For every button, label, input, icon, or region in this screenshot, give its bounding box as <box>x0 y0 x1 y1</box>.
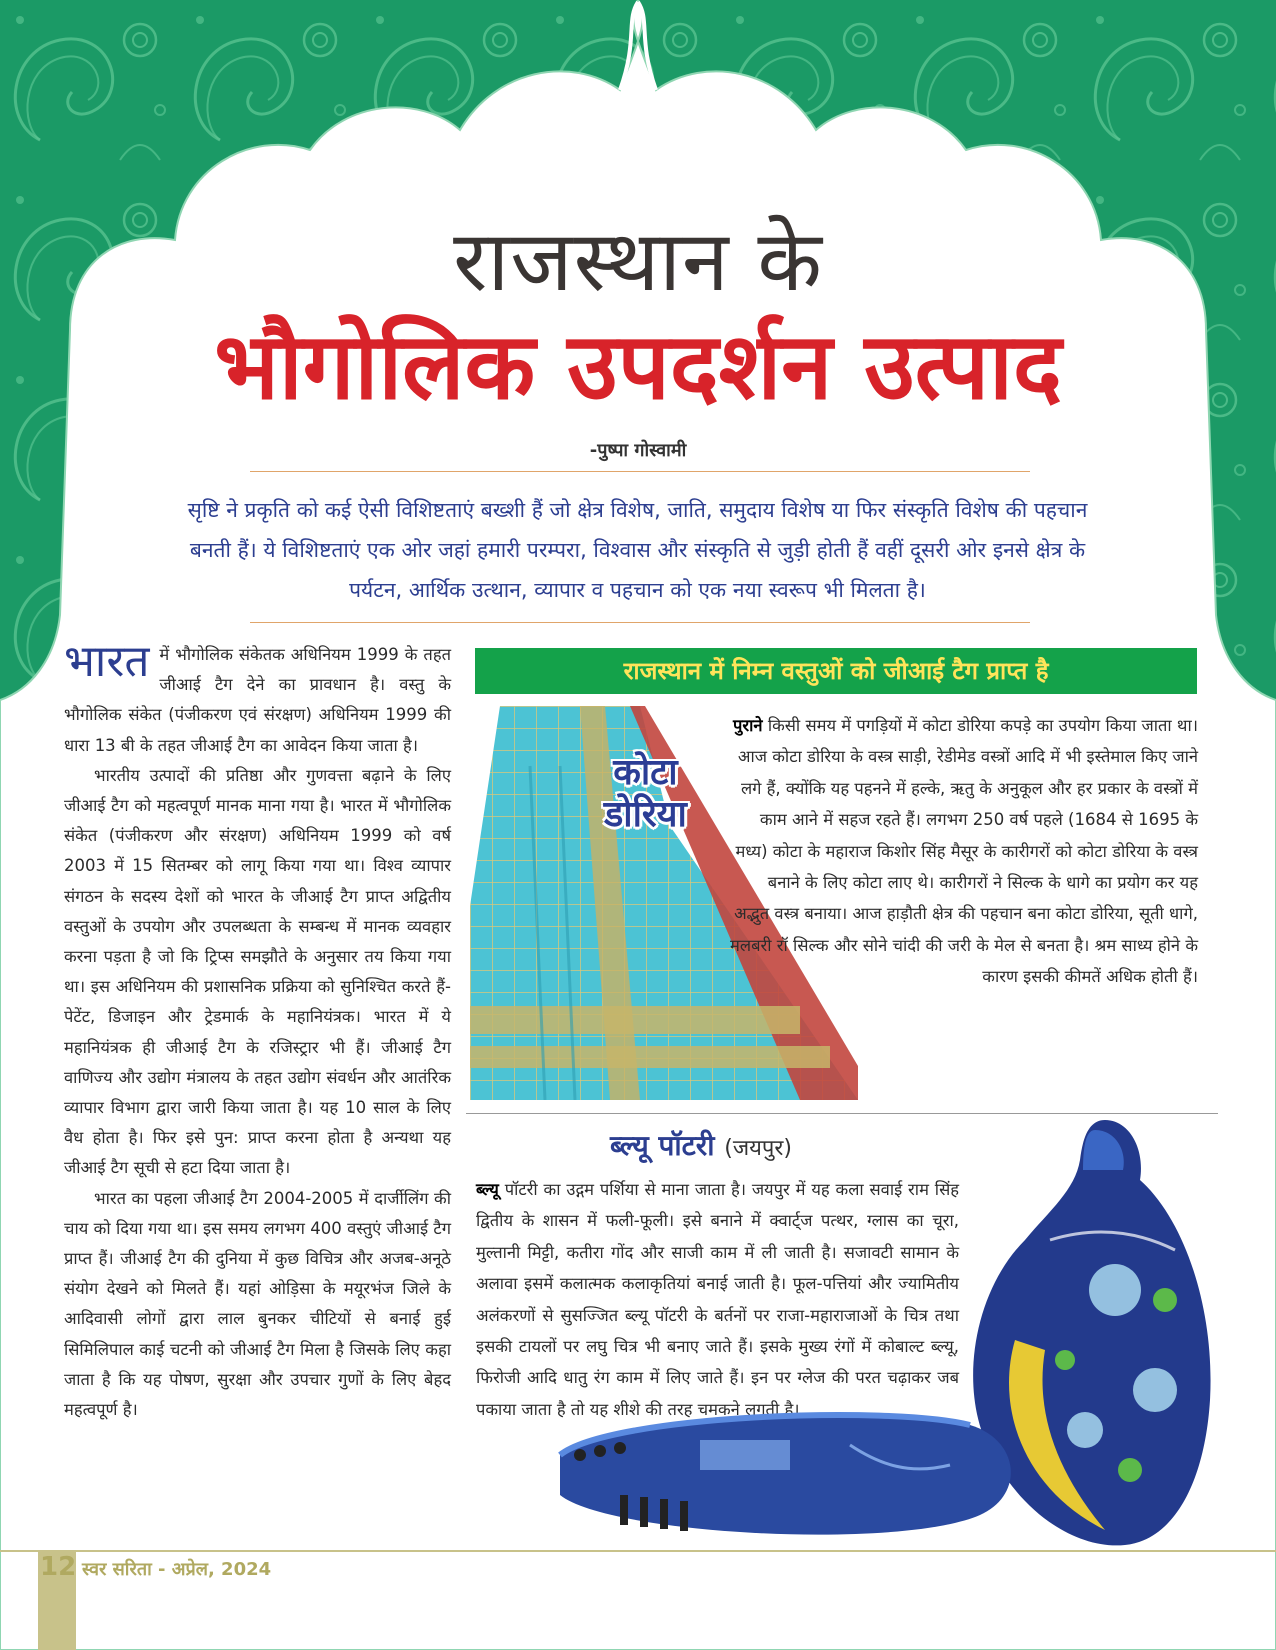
kota-body: किसी समय में पगड़ियों में कोटा डोरिया कपड़े का उपयोग किया जाता था। आज कोटा डोरिया के वस्त्र साड़ी, रेडीमेड वस्त्रों आदि में भी इस्तेमाल किए जाने लगे हैं, क्योंकि यह पहनने में हल्के, ऋतु के अनुकूल और हर प्रकार के वस्त्रों में काम आने में सहज रहते हैं। लगभग 250 वर्ष पहले (1684 से 1695 के मध्य) कोटा के महाराज किशोर सिंह मैसूर के कारीगरों को कोटा डोरिया के वस्त्र बनाने के लिए कोटा लाए थे। कारीगरों ने सिल्क के धागे का प्रयोग कर यह अद्भुत वस्त्र बनाया। आज हाड़ौती क्षेत्र की पहचान बना कोटा डोरिया, सूती धागे, मलबरी रॉ सिल्क और सोने चांदी की जरी के मेल से बनता है। श्रम साध्य होने के कारण इसकी कीमतें अधिक होती हैं। <box>730 716 1198 987</box>
gi-banner: राजस्थान में निम्न वस्तुओं को जीआई टैग प्राप्त है <box>475 648 1197 694</box>
title-line-2: भौगोलिक उपदर्शन उत्पाद <box>214 313 1062 420</box>
magazine-footer: स्वर सरिता - अप्रेल, 2024 <box>82 1559 272 1580</box>
kota-label-line-2: डोरिया <box>604 794 687 835</box>
left-paragraph-3: भारत का पहला जीआई टैग 2004-2005 में दार्जीलिंग की चाय को दिया गया था। इस समय लगभग 400 वस्तुएं जीआई टैग प्राप्त हैं। जीआई टैग की दुनिया में कुछ विचित्र और अजब-अनूठे संयोग देखने को मिलते हैं। यहां ओड़िसा के मयूरभंज जिले के आदिवासी लोगों द्वारा लाल बुनकर चीटियों से बनाई हुई सिमिलिपाल काई चटनी को जीआई टैग मिला है जिसके लिए कहा जाता है कि यह पोषण, सुरक्षा और उपचार गुणों के लिए बेहद महत्वपूर्ण है। <box>64 1188 451 1420</box>
divider-top <box>250 471 1030 472</box>
left-paragraph-2: भारतीय उत्पादों की प्रतिष्ठा और गुणवत्ता बढ़ाने के लिए जीआई टैग को महत्वपूर्ण मानक माना गया है। भारत में भौगोलिक संकेत (पंजीकरण और संरक्षण) अधिनियम 1999 को वर्ष 2003 में 15 सितम्बर को लागू किया गया था। विश्व व्यापार संगठन के सदस्य देशों को भारत के जीआई टैग प्राप्त अद्वितीय वस्तुओं के उपयोग और उपलब्धता के सम्बन्ध में मानक व्यवहार करना पड़ता है जो कि ट्रिप्स समझौते के अनुसार तय किया गया था। इस अधिनियम की प्रशासनिक प्रक्रिया को सुनिश्चित करते हैं- पेटेंट, डिजाइन और ट्रेडमार्क के महानियंत्रक। भारत में ये महानियंत्रक ही जीआई टैग के रजिस्ट्रार भी हैं। जीआई टैग वाणिज्य और उद्योग मंत्रालय के तहत उद्योग संवर्धन और आतंरिक व्यापार विभाग द्वारा जारी किया जाता है। यह 10 साल के लिए वैध होता है। फिर इसे पुन: प्राप्त करना होता है अन्यथा यह जीआई टैग सूची से हटा दिया जाता है। <box>64 765 451 1178</box>
blue-pottery-city: (जयपुर) <box>724 1136 792 1161</box>
blue-pottery-heading: ब्ल्यू पॉटरी <box>610 1129 715 1162</box>
kota-doria-text <box>728 710 1198 993</box>
left-column <box>64 636 451 1425</box>
blue-pottery-title <box>610 1126 792 1164</box>
author: -पुष्पा गोस्वामी <box>589 440 687 461</box>
page-number: 12 <box>40 1552 77 1582</box>
blue-pottery-sitar-image <box>550 1385 1030 1570</box>
title-line-1: राजस्थान के <box>453 212 823 310</box>
kota-lead-word: पुराने <box>733 716 763 735</box>
left-paragraph-1: में भौगोलिक संकेतक अधिनियम 1999 के तहत जीआई टैग देने का प्रावधान है। वस्तु के भौगोलिक संकेत (पंजीकरण एवं संरक्षण) अधिनियम 1999 की धारा 13 बी के तहत जीआई टैग का आवेदन किया जाता है। <box>64 645 451 755</box>
kota-label-line-1: कोटा <box>613 752 678 793</box>
bp-body: पॉटरी का उद्गम पर्शिया से माना जाता है। जयपुर में यह कला सवाई राम सिंह द्वितीय के शासन में फली-फूली। इसे बनाने में क्वार्ट्ज पत्थर, ग्लास का चूरा, मुल्तानी मिट्टी, कतीरा गोंद और साजी काम में ली जाती है। सजावटी सामान के अलावा इसमें कलात्मक कलाकृतियां बनाई जाती है। फूल-पत्तियां और ज्यामितीय अलंकरणों से सुसज्जित ब्ल्यू पॉटरी के बर्तनों पर राजा-महाराजाओं के चित्र तथा इसकी टायलों पर लघु चित्र भी बनाए जाते हैं। इसके मुख्य रंगों में कोबाल्ट ब्ल्यू, फिरोजी आदि धातु रंग काम में लिए जाते हैं। इन पर ग्लेज की परत चढ़ाकर जब पकाया जाता है तो यह शीशे की तरह चमकने लगती है। <box>476 1180 959 1419</box>
divider-bottom <box>250 622 1030 623</box>
kota-doria-label <box>604 752 687 836</box>
intro-paragraph: सृष्टि ने प्रकृति को कई ऐसी विशिष्टताएं बख्शी हैं जो क्षेत्र विशेष, जाति, समुदाय विशेष या फिर संस्कृति विशेष की पहचान बनती हैं। ये विशिष्टताएं एक ओर जहां हमारी परम्परा, विश्वास और संस्कृति से जुड़ी होती हैं वहीं दूसरी ओर इनसे क्षेत्र के पर्यटन, आर्थिक उत्थान, व्यापार व पहचान को एक नया स्वरूप भी मिलता है। <box>187 498 1088 602</box>
footer-rule <box>0 1550 1276 1552</box>
bp-lead-word: ब्ल्यू <box>476 1180 499 1199</box>
dropcap: भारत <box>64 636 150 687</box>
